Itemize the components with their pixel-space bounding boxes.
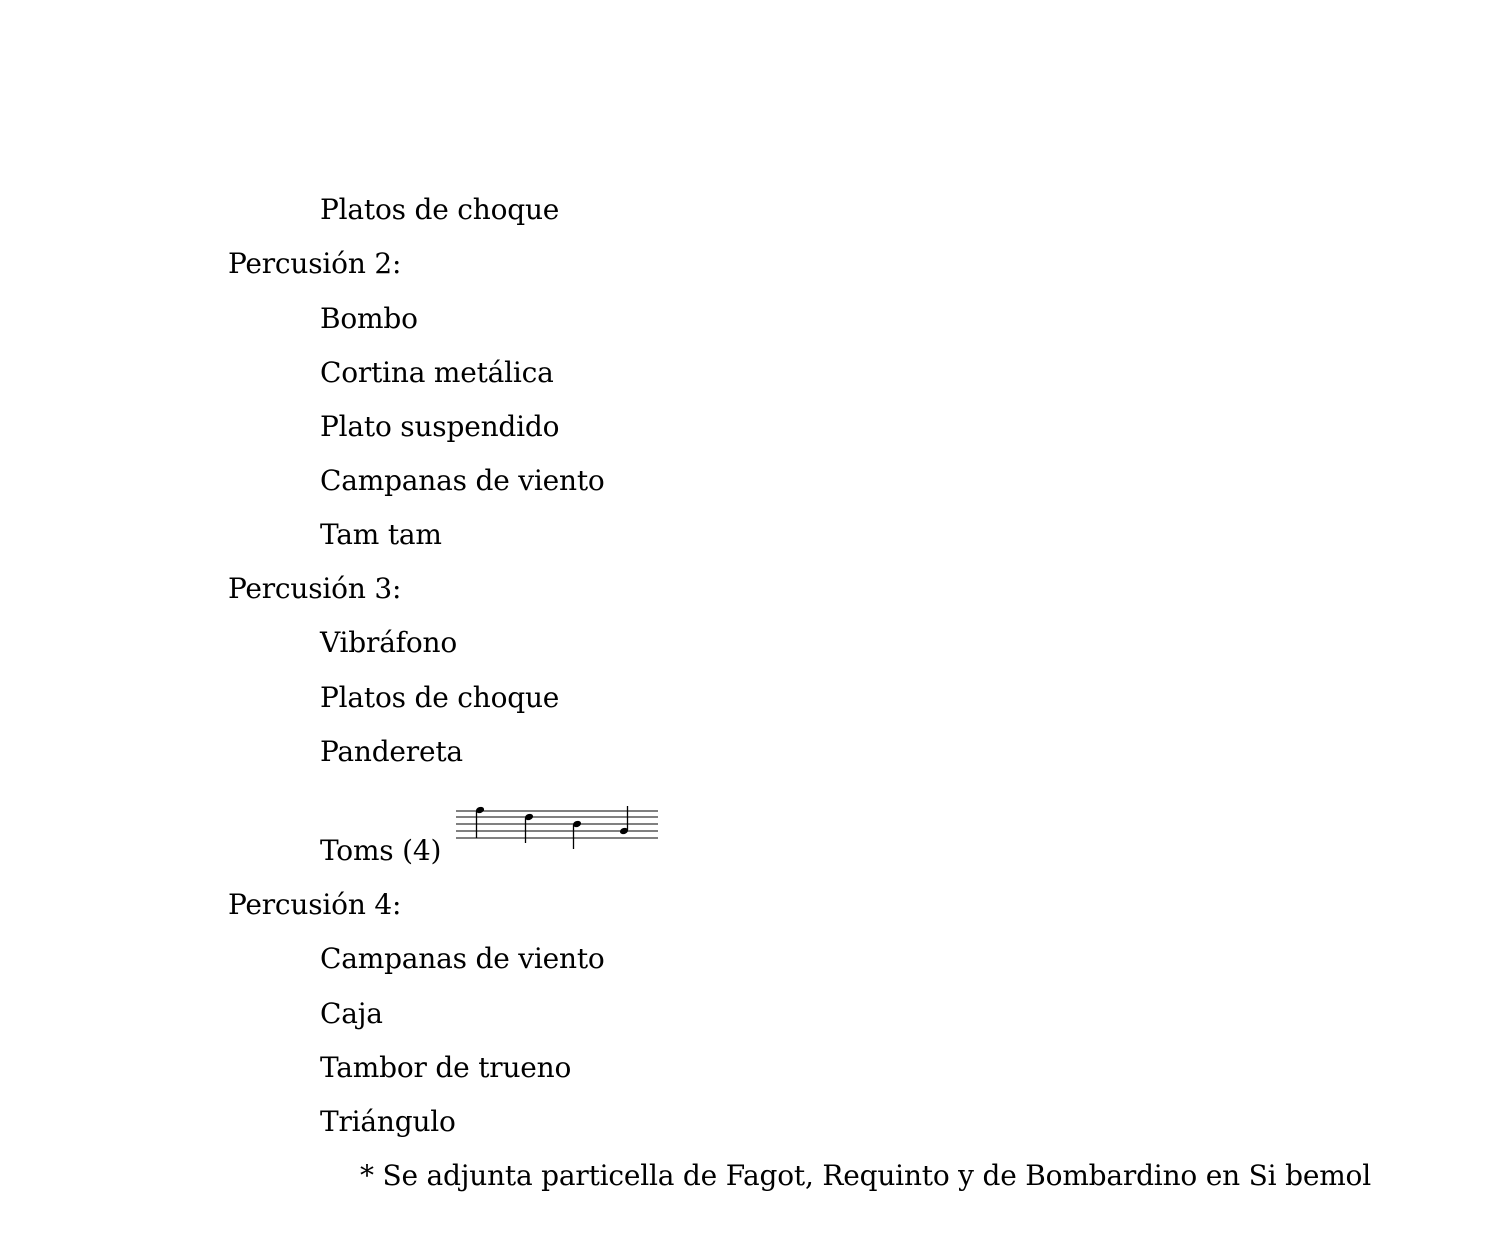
footnote: * Se adjunta particella de Fagot, Requinto y de Bombardino en Si bemol <box>360 1159 1371 1192</box>
heading-percusion-2: Percusión 2: <box>228 247 402 280</box>
item-vibrafono: Vibráfono <box>320 626 457 659</box>
item-triangulo: Triángulo <box>320 1105 456 1138</box>
item-bombo: Bombo <box>320 302 418 335</box>
item-platos-de-choque-1: Platos de choque <box>320 193 560 226</box>
item-tam-tam: Tam tam <box>320 518 442 551</box>
item-cortina-metalica: Cortina metálica <box>320 356 554 389</box>
item-plato-suspendido: Plato suspendido <box>320 410 560 443</box>
item-tambor-de-trueno: Tambor de trueno <box>320 1051 572 1084</box>
item-toms: Toms (4) <box>320 834 442 867</box>
heading-percusion-4: Percusión 4: <box>228 888 402 921</box>
item-pandereta: Pandereta <box>320 735 463 768</box>
item-platos-de-choque-2: Platos de choque <box>320 681 560 714</box>
item-campanas-de-viento-1: Campanas de viento <box>320 464 605 497</box>
music-staff-icon <box>456 800 660 852</box>
item-caja: Caja <box>320 997 383 1030</box>
heading-percusion-3: Percusión 3: <box>228 572 402 605</box>
item-campanas-de-viento-2: Campanas de viento <box>320 942 605 975</box>
